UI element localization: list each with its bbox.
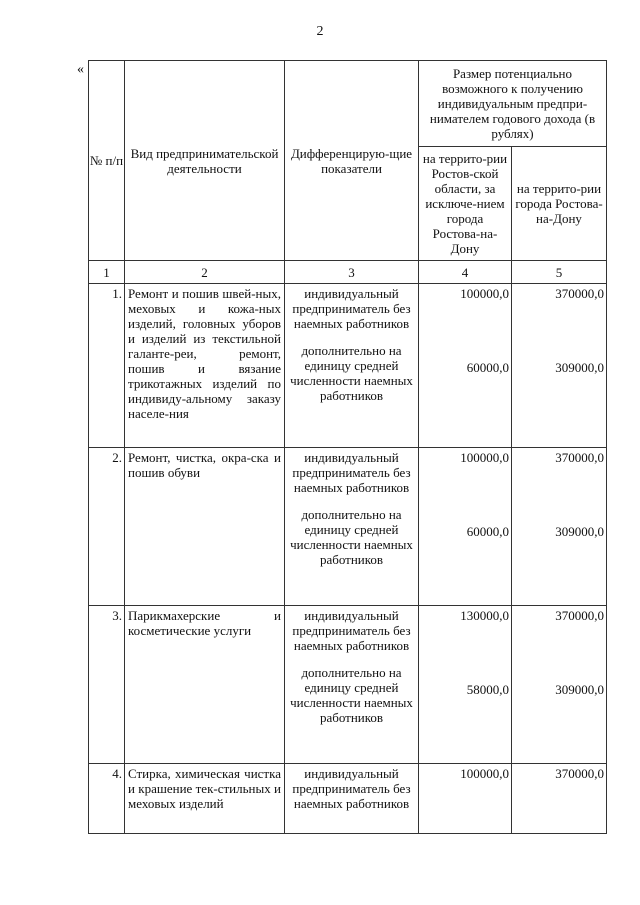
- header-activity: Вид предпринимательской деятельности: [125, 61, 285, 261]
- table-row: [89, 448, 607, 606]
- indicator-additional: дополнительно на единицу средней численности наемных работников: [290, 665, 413, 725]
- value-region-base: 130000,0: [460, 608, 509, 623]
- city-values: [512, 448, 607, 606]
- table-row: [89, 606, 607, 764]
- page-number: 2: [316, 24, 324, 39]
- value-city-base: 370000,0: [555, 608, 604, 623]
- indicator-base: индивидуальный предприниматель без наемных работников: [292, 766, 411, 811]
- column-number: 2: [125, 261, 285, 284]
- indicators-cell: [285, 606, 419, 764]
- row-number: 4.: [89, 764, 125, 834]
- indicator-additional: дополнительно на единицу средней численности наемных работников: [290, 343, 413, 403]
- indicator-base: индивидуальный предприниматель без наемных работников: [292, 286, 411, 331]
- indicators-cell: [285, 448, 419, 606]
- column-number: 5: [512, 261, 607, 284]
- value-region-additional: 60000,0: [466, 360, 509, 375]
- indicators-cell: [285, 764, 419, 834]
- header-income-group: Размер потенциально возможного к получению индивидуальным предпри-нимателем годового дохода (в рублях): [419, 61, 607, 147]
- indicator-additional: дополнительно на единицу средней численности наемных работников: [290, 507, 413, 567]
- city-values: [512, 284, 607, 448]
- value-city-additional: 309000,0: [555, 524, 604, 539]
- value-region-base: 100000,0: [460, 766, 509, 781]
- activity-cell: Ремонт и пошив швей-ных, меховых и кожа-ных изделий, головных уборов и изделий из текстильной галанте-реи, ремонт, пошив и вязание трикотажных изделий по индивиду-альному заказу населе-ния: [125, 284, 285, 448]
- open-quote: «: [77, 62, 84, 77]
- indicators-cell: [285, 284, 419, 448]
- value-region-additional: 60000,0: [466, 524, 509, 539]
- value-city-additional: 309000,0: [555, 360, 604, 375]
- table-row: [89, 764, 607, 834]
- column-number: 1: [89, 261, 125, 284]
- city-values: [512, 764, 607, 834]
- region-values: [419, 606, 512, 764]
- table-row: [89, 284, 607, 448]
- value-city-base: 370000,0: [555, 450, 604, 465]
- value-city-additional: 309000,0: [555, 682, 604, 697]
- value-city-base: 370000,0: [555, 286, 604, 301]
- row-number: 3.: [89, 606, 125, 764]
- header-city: на террито-рии города Ростова-на-Дону: [512, 147, 607, 261]
- value-region-additional: 58000,0: [466, 682, 509, 697]
- header-indicators: Дифференцирую-щие показатели: [285, 61, 419, 261]
- column-number: 3: [285, 261, 419, 284]
- region-values: [419, 284, 512, 448]
- indicator-base: индивидуальный предприниматель без наемных работников: [292, 608, 411, 653]
- column-number: 4: [419, 261, 512, 284]
- header-region: на террито-рии Ростов-ской области, за исключе-нием города Ростова-на-Дону: [419, 147, 512, 261]
- income-table: [88, 60, 607, 834]
- region-values: [419, 448, 512, 606]
- activity-cell: Ремонт, чистка, окра-ска и пошив обуви: [125, 448, 285, 606]
- activity-cell: Парикмахерские и косметические услуги: [125, 606, 285, 764]
- region-values: [419, 764, 512, 834]
- header-no: № п/п: [89, 61, 125, 261]
- row-number: 1.: [89, 284, 125, 448]
- value-region-base: 100000,0: [460, 286, 509, 301]
- value-region-base: 100000,0: [460, 450, 509, 465]
- value-city-base: 370000,0: [555, 766, 604, 781]
- city-values: [512, 606, 607, 764]
- indicator-base: индивидуальный предприниматель без наемных работников: [292, 450, 411, 495]
- row-number: 2.: [89, 448, 125, 606]
- column-number-row: [89, 261, 607, 284]
- activity-cell: Стирка, химическая чистка и крашение тек-стильных и меховых изделий: [125, 764, 285, 834]
